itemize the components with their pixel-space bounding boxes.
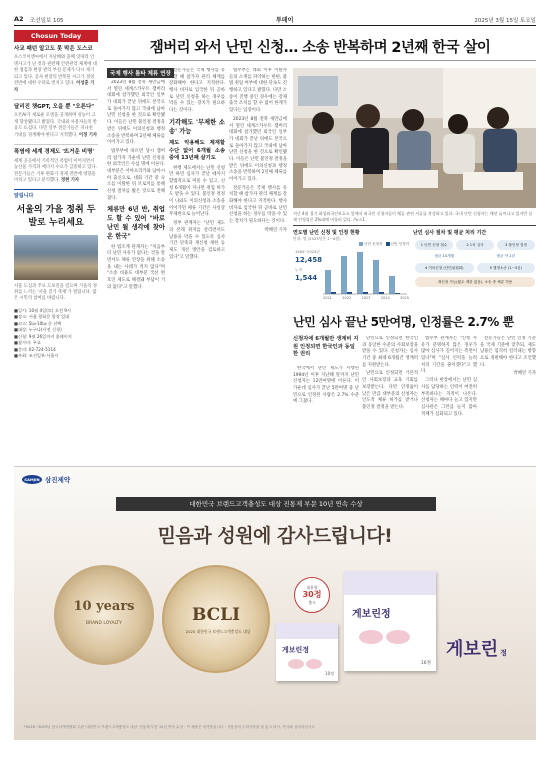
brand-name: 삼진제약 bbox=[45, 476, 71, 484]
notice-list bbox=[14, 308, 98, 360]
infographic-left-title: 연도별 난민 신청 및 인정 현황 bbox=[293, 230, 360, 236]
notice-item: ■문의: 02-724-5114 bbox=[14, 346, 56, 352]
paragraph: 난민으로 인정되면 기본적인 사회보장과 교육 기회를 보장받는다. 다만 인정률이 낮은 만큼 대부분의 신청자는 인도적 체류 허가를 받거나 불인정 결정을 받는다. bbox=[362, 371, 418, 410]
ad-award-banner: 대한민국 브랜드고객충성도 대상 진통제 부문 10년 연속 수상 bbox=[116, 497, 436, 511]
notice-text: 서울 도심과 주요 도보길을 걸으며 가을의 정취를 느끼는 '서울 걷기 축제'가 열립니다. 많은 시민의 참여를 바랍니다. bbox=[14, 283, 97, 302]
step-5: 5 행정소송 (1~3심) bbox=[477, 263, 536, 273]
axis-tick: 2022 bbox=[342, 296, 352, 300]
notice-item: ■일시: 10월 4일(토) 오전 9시 bbox=[14, 307, 71, 313]
byline: 박혜연 기자 bbox=[264, 227, 287, 233]
sub-headline: 난민 심사 끝난 5만여명, 인정률은 2.7% 뿐 bbox=[293, 315, 514, 329]
headline-rule bbox=[104, 60, 536, 61]
paragraph: 한 법조계 관계자는 "처음부터 난민 사유가 없다는 것을 알면서도 체류 연장을 위해 소송을 내는 사례가 적지 않다"며 "소송 비용도 대부분 국선 변호인 제도로 해결돼 부담이 거의 없다"고 말했다. bbox=[107, 244, 165, 290]
brief-byline: 정현 기자 bbox=[60, 177, 80, 183]
paragraph: 한국에서 난민 제도가 시행된 1994년 이후 지난해 말까지 난민 신청자는 12만여명에 이른다. 이 가운데 심사가 끝난 5만여명 중 난민으로 인정된 사람은 2.7% 수준에 그쳤다. bbox=[293, 366, 359, 405]
step-3: 3 불인정 결정 bbox=[497, 240, 535, 250]
bcli-sub-text: 2025 대한민국 브랜드고객충성도 대상 bbox=[185, 629, 251, 634]
paragraph: 전문가들은 국제 행사를 유치할 때 참가자 관리 체계를 강화해야 한다고 지적한다. 행사 비자로 입국한 뒤 곧바로 난민 신청을 하는 경우를 막을 수 있는 장치가 필요하다는 것이다. bbox=[169, 68, 225, 114]
sub-story-column-3 bbox=[480, 336, 536, 465]
main-headline: 잼버리 와서 난민 신청… 소송 반복하며 2년째 한국 살이 bbox=[149, 40, 491, 56]
notice-item: ■대상: 누구나(사전 신청) bbox=[14, 327, 62, 333]
main-subhead-2-text: 제도 악용해도 제재할 수단 없어 6개월 소송 중에 13년째 살기도 bbox=[169, 140, 225, 162]
cumulative-label-a: 1984~2024년 bbox=[295, 250, 320, 254]
bar-applicants bbox=[325, 270, 331, 294]
paragraph: 전문가들은 국제 행사를 유치할 때 참가자 관리 체계를 강화해야 한다고 지적한다. 행사 비자로 입국한 뒤 곧바로 난민 신청을 하는 경우를 막을 수 있는 장치가 필요하다는 것이다. bbox=[229, 185, 287, 225]
bar-applicants bbox=[357, 252, 363, 294]
main-kicker: 국제 행사 틈타 체류 연장 bbox=[107, 68, 174, 78]
brief-story-1[interactable] bbox=[14, 46, 98, 94]
step-footer: 재신청 가능(횟수 제한 없음), 소송 중 체류 허용 bbox=[415, 277, 535, 287]
product-box-small bbox=[276, 623, 338, 681]
pill-icon bbox=[356, 627, 416, 647]
cumulative-label-b: 누적 bbox=[295, 268, 302, 272]
step-1: 1 난민 신청 접수 bbox=[415, 240, 453, 250]
step-note-b: 평균 약 2년 bbox=[496, 254, 515, 258]
advertisement[interactable] bbox=[14, 466, 536, 740]
refugee-bar-chart bbox=[323, 250, 409, 302]
autumn-photo bbox=[14, 235, 98, 280]
sub-story-column-1a bbox=[293, 366, 359, 465]
ad-brand-logo bbox=[22, 475, 70, 484]
paragraph: 법무부는 대회 이후 이탈자들의 소재를 파악하는 한편, 불법 취업 여부에 대한 단속도 진행하고 있다고 밝혔다. 다만 소송이 진행 중인 경우에는 강제 출국 조치를 할 수 없어 한계가 있다는 입장이다. bbox=[229, 68, 287, 114]
bar-applicants bbox=[373, 260, 379, 294]
process-steps bbox=[415, 240, 535, 287]
bar-recognized bbox=[379, 292, 384, 294]
axis-tick: 2021 bbox=[323, 296, 332, 300]
bar-recognized bbox=[363, 292, 368, 294]
brief-text: 세계 곳곳에서 기록적인 폭염이 이어지면서 농산물 가격과 에너지 수요가 급증하고 있다. 전문가들은 기후 변화가 경제 전반에 영향을 미치고 있다고 분석했다. 정현 기자 bbox=[14, 158, 97, 183]
page-date: 2025년 3월 15일 토요일 bbox=[474, 18, 536, 24]
brand-mark: SAMJIN bbox=[22, 475, 42, 484]
brief-headline: 달리진 챗GPT, 오을 뿐 "오른다" bbox=[14, 104, 95, 111]
brief-story-2[interactable] bbox=[14, 104, 98, 139]
chosun-today-tag: Chosun Today bbox=[14, 30, 98, 42]
ad-footnote: *2016~2025년 한국마케팅협회 주관 '대한민국 브랜드고객충성도 대상' 진통제 부문 10년 연속 수상 · 이 제품은 의약품입니다 · 사용상의 주의사항을 잘 읽고 의사, 약사와 상의하십시오 bbox=[24, 725, 315, 729]
brief-headline: 폭염에 세계 경제도 '뜨거운 비명' bbox=[14, 149, 95, 156]
axis-tick: 2025 bbox=[400, 296, 409, 300]
bar-applicants bbox=[341, 256, 347, 294]
brief-story-3[interactable] bbox=[14, 149, 98, 184]
bar-applicants bbox=[389, 276, 395, 294]
paragraph: 그러나 현장에서는 난민 심사를 담당하는 인력이 여전히 부족하다는 지적이 나온다. 신청자는 해마다 늘고 있지만 심사관은 그만큼 늘지 않아 적체가 심화되고 있다. bbox=[421, 378, 477, 417]
divider bbox=[14, 144, 98, 145]
infographic bbox=[293, 225, 536, 308]
publication-name: 조선일보 105 bbox=[30, 18, 64, 24]
divider bbox=[14, 99, 98, 100]
box-count-large: 16정 bbox=[420, 661, 431, 666]
paragraph: 현행 제도에서는 난민 신청만 하면 심사가 끝날 때까지 합법적으로 머물 수 있고, 신청 6개월이 지나면 취업 허가도 받을 수 있다. 불인정 결정이 나와도 이의신청과 소송을 이어가면 체류 기간은 사실상 무제한으로 늘어난다. bbox=[169, 165, 225, 218]
medal-years-text: 10 years bbox=[73, 599, 135, 614]
paragraph: 정부 관계자는 "난민 제도의 본래 취지를 살리면서도 남용을 막을 수 있도록 심사 기간 단축과 재신청 제한 등 제도 개선 방안을 검토하고 있다"고 말했다. bbox=[169, 221, 225, 260]
pill-icon bbox=[286, 657, 326, 671]
brief-text: 오픈AI가 새로운 모델을 공개하며 성능이 크게 향상됐다고 밝혔다. 국내외 사용자들의 반응도 뜨겁다. 다만 일부 전문가들은 지나친 기대를 경계해야 한다고 지적했다. 이정 기자 bbox=[14, 113, 98, 138]
main-story-column-3 bbox=[229, 68, 287, 465]
main-story-column-2 bbox=[169, 68, 225, 465]
capacity-badge: 대용량 30정 출시 bbox=[294, 577, 330, 613]
main-subhead-1: 체류만 6년 반, 취업도 할 수 있어 "바로 난민 될 생각에 찾아온 한국" bbox=[107, 206, 165, 240]
product-name: 게보린 정 bbox=[446, 639, 507, 660]
box-label: 게보린정 bbox=[282, 646, 310, 654]
bar-recognized bbox=[347, 292, 352, 294]
notice-tag: 알림니다 bbox=[14, 189, 98, 199]
cumulative-value-a: 12,458 bbox=[295, 256, 323, 264]
notice-item: ■장소: 서울 광화문 광장 일대 bbox=[14, 314, 70, 320]
notice-item: ■신청: 9월 26일까지 홈페이지 bbox=[14, 333, 72, 339]
paragraph: 2023년 8월 전북 새만금에서 열린 세계스카우트 잼버리 대회에 참가했던 외국인 일부가 대회가 끝난 뒤에도 본국으로 돌아가지 않고 국내에 남아 난민 신청을 한 것으로 확인됐다. 이들은 난민 불인정 결정을 받은 뒤에도 이의신청과 행정소송을 반복하며 2년째 체류를 이어가고 있다. bbox=[107, 80, 165, 146]
brief-byline: 이성훈 기자 bbox=[14, 81, 95, 93]
infographic-left-unit: 단위: 명 (2025년은 1~6월) bbox=[293, 236, 341, 241]
axis-tick: 2023 bbox=[361, 296, 371, 300]
paragraph: 법무부에 따르면 당시 잼버리 참가자 가운데 난민 신청을 한 외국인은 수십 명에 이른다. 대부분은 서아프리카와 남아시아 출신으로, 대회 기간 중 숙소를 이탈한 뒤 브로커를 통해 신청 절차를 밟은 것으로 전해졌다. bbox=[107, 148, 165, 201]
section-name: 투데이 bbox=[276, 17, 294, 24]
legend-swatch-applicants bbox=[359, 242, 363, 246]
paragraph: 난민으로 인정되면 한국인과 동일한 수준의 사회보장을 받을 수 있다. 신청자는 심사 기간 중 최대 6개월간 생계비를 지원받는다. bbox=[362, 336, 418, 368]
box-label-large: 게보린정 bbox=[352, 609, 391, 620]
medal-sub-text: BRAND LOYALTY bbox=[86, 621, 122, 626]
sub-kicker: 신청자에 6개월만 생계비 지원 인정되면 한국인과 동일한 권리 bbox=[293, 336, 359, 358]
legend-swatch-recognized bbox=[386, 242, 390, 246]
sub-story-column-2 bbox=[421, 336, 477, 465]
paragraph: 2023년 8월 전북 새만금에서 열린 세계스카우트 잼버리 대회에 참가했던 외국인 일부가 대회가 끝난 뒤에도 본국으로 돌아가지 않고 국내에 남아 난민 신청을 한 것으로 확인됐다. 이들은 난민 불인정 결정을 받은 뒤에도 이의신청과 행정소송을 반복하며 2년째 체류를 이어가고 있다. bbox=[229, 116, 287, 182]
main-story-column-1 bbox=[107, 80, 165, 465]
infographic-legend: 난민 신청자 난민 인정자 bbox=[359, 242, 409, 247]
ten-years-medal bbox=[54, 565, 154, 665]
brief-byline: 이정 기자 bbox=[78, 132, 98, 138]
paragraph: 법무부 관계자는 "신청 사유가 분명하지 않은 경우가 많아 심사가 길어지는 측면이 있다"며 "심사 인력을 늘려 처리 기간을 줄이겠다"고 했다. bbox=[421, 336, 477, 375]
notice-title: 서울의 가을 정취 두발로 누리세요 bbox=[16, 205, 96, 228]
brief-text: 포스코이앤씨에서 지난해와 올해 잇따라 인명사고가 난 것과 관련해 안전관리 체계에 대한 점검과 현장 관리 부실 문제가 다시 제기되고 있다. 공사 현장의 반복된 사고가 경영 전반에 대한 우려로 번지고 있다. 이성훈 기자 bbox=[14, 55, 97, 93]
step-note-a: 평균 14개월 bbox=[434, 254, 455, 258]
bcli-medal bbox=[162, 565, 270, 673]
bar-axis-labels bbox=[323, 296, 409, 300]
page-number: A2 bbox=[14, 15, 24, 23]
page-header bbox=[14, 12, 536, 26]
brief-headline: 사교 패턴 알고도 못 막은 도스코 bbox=[14, 46, 93, 52]
paragraph: 전문가들은 난민 인정 기준을 국제 기준에 맞추되, 제도 남용은 엄격히 걸러내는 방향으로 개편해야 한다고 조언했다. bbox=[480, 336, 536, 368]
photo-caption: 지난 4월 경기 화성외국인보호소 앞에서 외국인 신청자들이 체류 관련 서류를 작성하고 있다. 국내 난민 신청자는 매년 늘어나고 있지만 실제 인정률은 2%대에 머물러 있다. /뉴스1 bbox=[293, 211, 533, 222]
news-photo bbox=[293, 68, 536, 208]
byline: 박혜연 기자 bbox=[513, 371, 536, 377]
notice-item: ■주최: 조선일보·서울시 bbox=[14, 353, 59, 359]
step-4: 4 이의신청 (난민위원회) bbox=[415, 263, 474, 273]
cumulative-value-b: 1,544 bbox=[295, 274, 318, 282]
box-count: 10정 bbox=[325, 671, 334, 676]
notice-item: ■참가비: 무료 bbox=[14, 340, 41, 346]
sub-story-column-1b bbox=[362, 336, 418, 465]
notice-item: ■코스: 5㎞·10㎞ 중 선택 bbox=[14, 320, 62, 326]
left-column bbox=[14, 30, 98, 460]
ad-headline: 믿음과 성원에 감사드립니다! bbox=[157, 525, 393, 547]
classroom-photo bbox=[293, 68, 536, 208]
bar-group bbox=[325, 252, 400, 294]
main-subhead-2: 기각해도 '무제한 소송' 가능 bbox=[169, 118, 225, 135]
axis-tick: 2024 bbox=[380, 296, 390, 300]
bcli-text: BCLI bbox=[191, 605, 241, 625]
product-box-large bbox=[344, 571, 436, 671]
bar-recognized bbox=[331, 292, 336, 294]
infographic-right-title: 난민 심사 절차 및 평균 처리 기간 bbox=[413, 230, 487, 236]
step-2: 2 1차 심사 bbox=[456, 240, 494, 250]
